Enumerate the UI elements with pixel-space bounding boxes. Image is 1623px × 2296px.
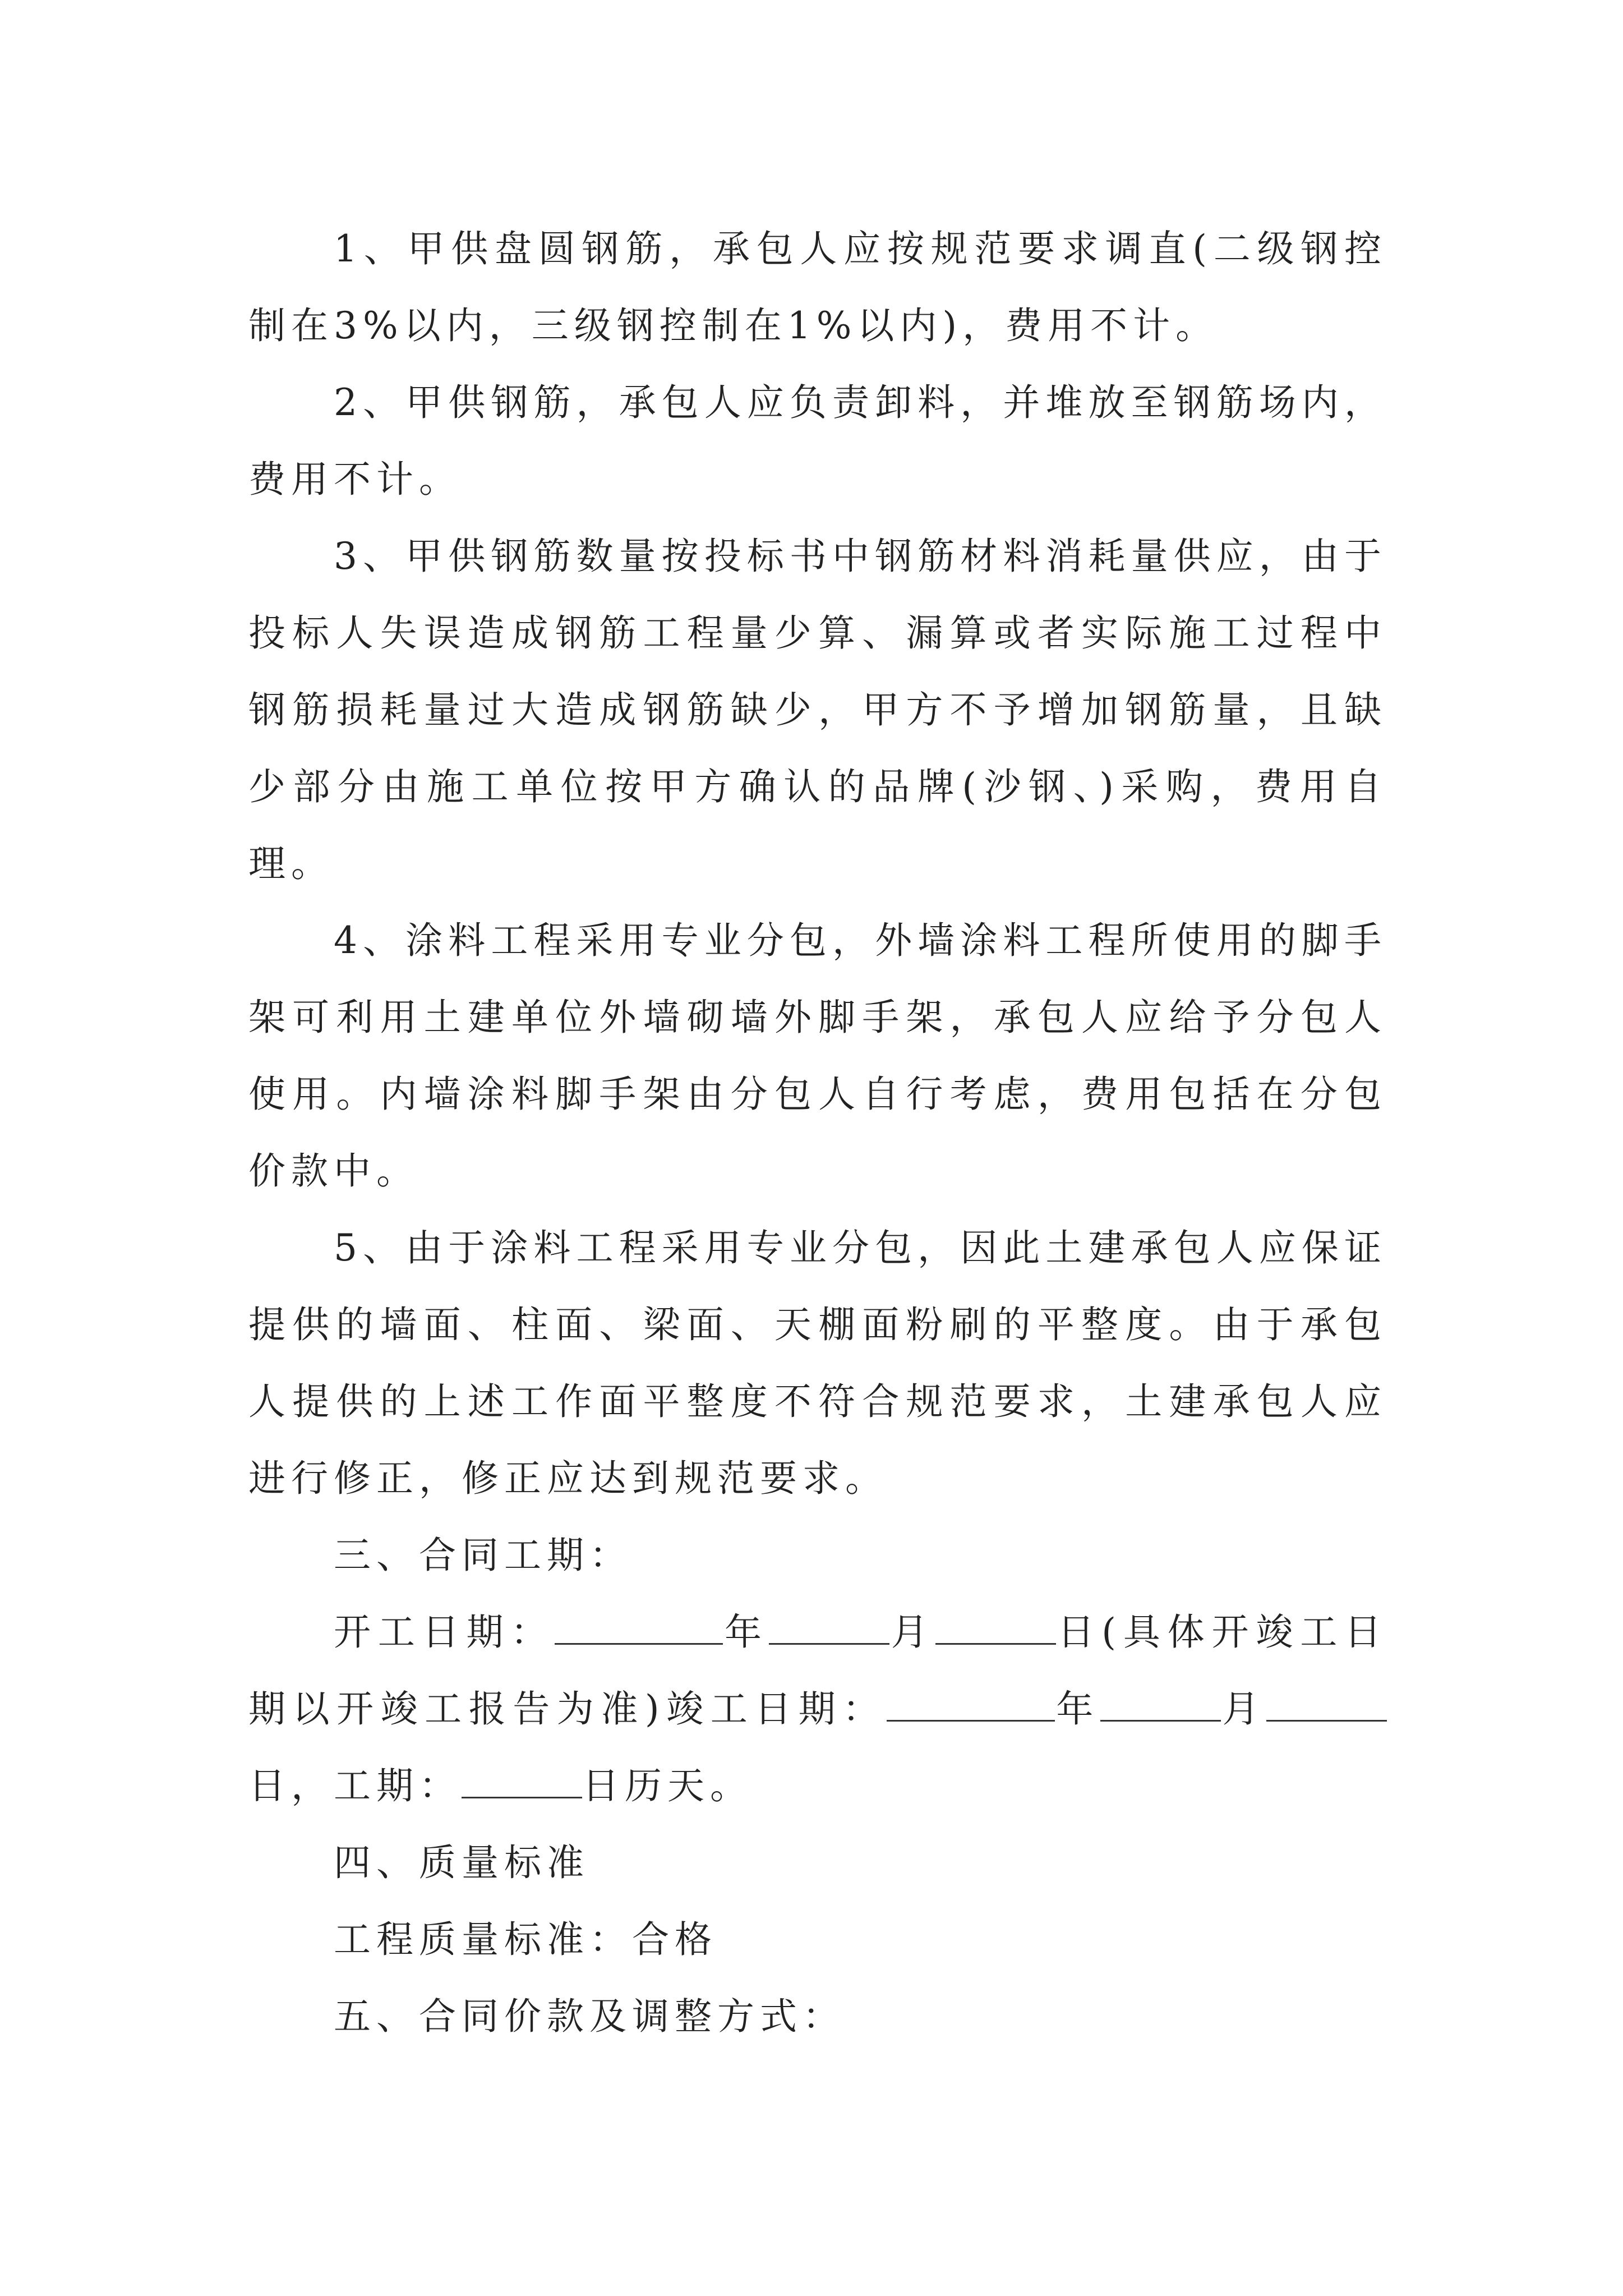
start-date-label: 开工日期：	[334, 1611, 555, 1654]
end-year-blank	[887, 1688, 1055, 1722]
clause-4: 4、涂料工程采用专业分包，外墙涂料工程所使用的脚手架可利用土建单位外墙砌墙外脚手架，承包人应给予分包人使用。内墙涂料脚手架由分包人自行考虑，费用包括在分包价款中。	[248, 919, 1387, 1193]
duration-label: 工期：	[334, 1764, 462, 1807]
end-month-blank	[1100, 1688, 1221, 1722]
duration-blank	[462, 1765, 582, 1798]
end-date-label: 竣工日期：	[665, 1687, 887, 1731]
end-month-unit: 月	[1220, 1687, 1267, 1731]
clause-1: 1、甲供盘圆钢筋，承包人应按规范要求调直(二级钢控制在3%以内，三级钢控制在1%以内)，费用不计。	[248, 227, 1387, 347]
clause-2: 2、甲供钢筋，承包人应负责卸料，并堆放至钢筋场内，费用不计。	[248, 381, 1387, 501]
end-day-blank	[1266, 1688, 1387, 1722]
section-5-heading: 五、合同价款及调整方式：	[334, 1995, 845, 2038]
section-4-heading: 四、质量标准	[334, 1841, 589, 1884]
start-day-blank	[935, 1612, 1056, 1645]
start-day-note: 日(具体开竣工日期以开竣工报告为准)	[248, 1611, 1387, 1731]
start-year-unit: 年	[723, 1611, 769, 1654]
document-body	[248, 210, 1387, 2055]
end-day-unit: 日，	[248, 1764, 334, 1807]
start-month-unit: 月	[889, 1611, 935, 1654]
start-year-blank	[555, 1612, 723, 1645]
start-month-blank	[769, 1612, 889, 1645]
schedule-paragraph	[248, 1594, 1387, 1824]
quality-standard: 工程质量标准：合格	[334, 1918, 717, 1961]
clause-3: 3、甲供钢筋数量按投标书中钢筋材料消耗量供应，由于投标人失误造成钢筋工程量少算、漏算或者实际施工过程中钢筋损耗量过大造成钢筋缺少，甲方不予增加钢筋量，且缺少部分由施工单位按甲方确认的品牌(沙钢、)采购，费用自理。	[248, 535, 1387, 885]
duration-suffix: 日历天。	[582, 1764, 753, 1807]
end-year-unit: 年	[1054, 1687, 1100, 1731]
section-3-heading: 三、合同工期：	[334, 1534, 632, 1577]
clause-5: 5、由于涂料工程采用专业分包，因此土建承包人应保证提供的墙面、柱面、梁面、天棚面粉刷的平整度。由于承包人提供的上述工作面平整度不符合规范要求，土建承包人应进行修正，修正应达到规范要求。	[248, 1226, 1387, 1500]
